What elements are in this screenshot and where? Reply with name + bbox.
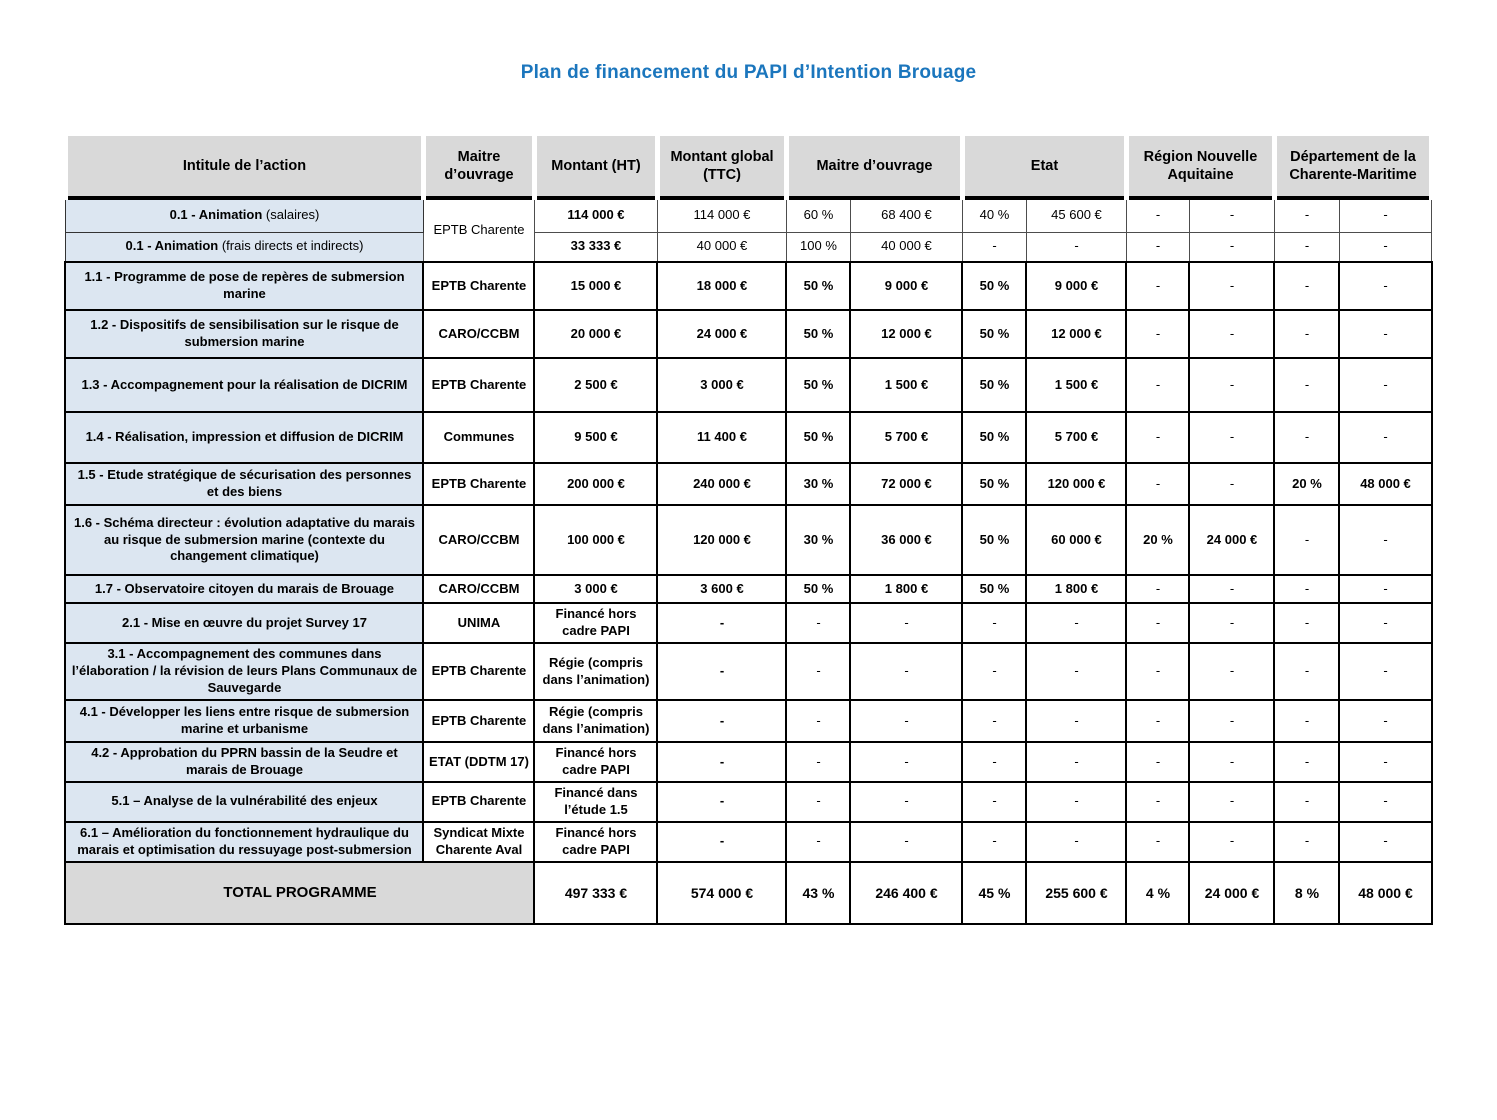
ttc-cell: 24 000 € [657, 310, 786, 358]
mo-pct-cell: - [786, 603, 850, 643]
header-row [65, 134, 1431, 199]
etat-pct-cell: - [962, 643, 1026, 700]
ht-cell: Financé dans l’étude 1.5 [534, 782, 657, 822]
maitre-ouvrage-cell: CARO/CCBM [423, 310, 534, 358]
ttc-cell: 11 400 € [657, 412, 786, 463]
mo-pct-cell: 30 % [786, 505, 850, 575]
ttc-cell: - [657, 700, 786, 742]
ttc-cell: 3 600 € [657, 575, 786, 603]
mo-pct-cell: 50 % [786, 310, 850, 358]
maitre-ouvrage-cell: CARO/CCBM [423, 505, 534, 575]
table-row [65, 643, 1431, 700]
table-header [65, 134, 1431, 199]
dep-amt-cell: - [1339, 262, 1431, 310]
reg-amt-cell: - [1189, 742, 1274, 782]
dep-amt-cell: - [1339, 700, 1431, 742]
ht-cell: Financé hors cadre PAPI [534, 742, 657, 782]
reg-amt-cell: - [1189, 700, 1274, 742]
reg-amt-cell: - [1189, 575, 1274, 603]
ht-cell: 200 000 € [534, 463, 657, 505]
ht-cell: 9 500 € [534, 412, 657, 463]
etat-amt-cell: 5 700 € [1026, 412, 1126, 463]
ht-cell: 114 000 € [534, 198, 657, 232]
action-cell: 1.6 - Schéma directeur : évolution adaptative du marais au risque de submersion marine (contexte du changement climatique) [65, 505, 423, 575]
maitre-ouvrage-cell: EPTB Charente [423, 643, 534, 700]
mo-pct-cell: 30 % [786, 463, 850, 505]
etat-amt-cell: - [1026, 822, 1126, 862]
etat-pct-cell: - [962, 232, 1026, 262]
etat-pct-cell: 50 % [962, 505, 1026, 575]
maitre-ouvrage-cell: EPTB Charente [423, 262, 534, 310]
table-row [65, 463, 1431, 505]
document-page [0, 62, 1497, 925]
etat-pct-cell: - [962, 700, 1026, 742]
etat-amt-cell: - [1026, 700, 1126, 742]
etat-amt-cell: 45 600 € [1026, 198, 1126, 232]
action-cell: 0.1 - Animation (frais directs et indirects) [65, 232, 423, 262]
dep-amt-cell: - [1339, 358, 1431, 412]
mo-amt-cell: 1 500 € [850, 358, 962, 412]
table-row [65, 232, 1431, 262]
mo-amt-cell: 1 800 € [850, 575, 962, 603]
col-header-montant-ttc: Montant global (TTC) [657, 134, 786, 199]
reg-pct-cell: - [1126, 643, 1189, 700]
dep-pct-cell: - [1274, 198, 1339, 232]
financing-table [63, 131, 1434, 925]
col-header-maitre-ouvrage-funding: Maitre d’ouvrage [786, 134, 962, 199]
action-cell: 1.3 - Accompagnement pour la réalisation de DICRIM [65, 358, 423, 412]
page-title: Plan de financement du PAPI d’Intention Brouage [520, 62, 977, 83]
etat-amt-cell: 120 000 € [1026, 463, 1126, 505]
dep-amt-cell: - [1339, 310, 1431, 358]
maitre-ouvrage-cell: UNIMA [423, 603, 534, 643]
ht-cell: 20 000 € [534, 310, 657, 358]
reg-pct-cell: - [1126, 700, 1189, 742]
mo-amt-cell: 5 700 € [850, 412, 962, 463]
maitre-ouvrage-cell: EPTB Charente [423, 463, 534, 505]
ttc-cell: 240 000 € [657, 463, 786, 505]
table-row [65, 742, 1431, 782]
action-cell: 6.1 – Amélioration du fonctionnement hydraulique du marais et optimisation du ressuyage post-submersion [65, 822, 423, 862]
etat-amt-cell: 9 000 € [1026, 262, 1126, 310]
etat-amt-cell: 12 000 € [1026, 310, 1126, 358]
reg-pct-cell: - [1126, 822, 1189, 862]
etat-pct-cell: 50 % [962, 310, 1026, 358]
reg-amt-cell: - [1189, 822, 1274, 862]
ttc-cell: 40 000 € [657, 232, 786, 262]
ttc-cell: 114 000 € [657, 198, 786, 232]
table-row [65, 262, 1431, 310]
reg-pct-cell: 4 % [1126, 862, 1189, 924]
reg-pct-cell: - [1126, 575, 1189, 603]
table-row [65, 575, 1431, 603]
mo-pct-cell: 100 % [786, 232, 850, 262]
ht-cell: Régie (compris dans l’animation) [534, 700, 657, 742]
ttc-cell: - [657, 782, 786, 822]
ttc-cell: 18 000 € [657, 262, 786, 310]
mo-pct-cell: - [786, 782, 850, 822]
reg-amt-cell: 24 000 € [1189, 505, 1274, 575]
col-header-maitre-ouvrage: Maitre d’ouvrage [423, 134, 534, 199]
mo-amt-cell: 9 000 € [850, 262, 962, 310]
ht-cell: 3 000 € [534, 575, 657, 603]
etat-pct-cell: 50 % [962, 412, 1026, 463]
mo-pct-cell: 50 % [786, 412, 850, 463]
dep-pct-cell: - [1274, 575, 1339, 603]
dep-pct-cell: 20 % [1274, 463, 1339, 505]
action-cell: 3.1 - Accompagnement des communes dans l’élaboration / la révision de leurs Plans Communaux de Sauvegarde [65, 643, 423, 700]
dep-pct-cell: - [1274, 310, 1339, 358]
etat-amt-cell: - [1026, 232, 1126, 262]
dep-pct-cell: - [1274, 505, 1339, 575]
table-row [65, 505, 1431, 575]
dep-amt-cell: 48 000 € [1339, 862, 1431, 924]
maitre-ouvrage-cell: Syndicat Mixte Charente Aval [423, 822, 534, 862]
reg-pct-cell: - [1126, 742, 1189, 782]
etat-amt-cell: 1 500 € [1026, 358, 1126, 412]
etat-pct-cell: 50 % [962, 262, 1026, 310]
dep-pct-cell: - [1274, 782, 1339, 822]
reg-amt-cell: - [1189, 643, 1274, 700]
action-cell: 1.7 - Observatoire citoyen du marais de Brouage [65, 575, 423, 603]
dep-pct-cell: - [1274, 742, 1339, 782]
ht-cell: 15 000 € [534, 262, 657, 310]
action-cell: 4.2 - Approbation du PPRN bassin de la Seudre et marais de Brouage [65, 742, 423, 782]
etat-pct-cell: - [962, 782, 1026, 822]
mo-pct-cell: - [786, 643, 850, 700]
reg-pct-cell: - [1126, 198, 1189, 232]
etat-pct-cell: 50 % [962, 463, 1026, 505]
reg-amt-cell: - [1189, 310, 1274, 358]
mo-amt-cell: 246 400 € [850, 862, 962, 924]
etat-pct-cell: 40 % [962, 198, 1026, 232]
total-label-cell: TOTAL PROGRAMME [65, 862, 534, 924]
maitre-ouvrage-cell: CARO/CCBM [423, 575, 534, 603]
col-header-montant-ht: Montant (HT) [534, 134, 657, 199]
reg-amt-cell: - [1189, 412, 1274, 463]
action-cell: 0.1 - Animation (salaires) [65, 198, 423, 232]
dep-amt-cell: - [1339, 643, 1431, 700]
reg-pct-cell: - [1126, 358, 1189, 412]
etat-amt-cell: - [1026, 782, 1126, 822]
dep-amt-cell: - [1339, 505, 1431, 575]
reg-pct-cell: - [1126, 310, 1189, 358]
mo-amt-cell: - [850, 822, 962, 862]
col-header-etat: Etat [962, 134, 1126, 199]
maitre-ouvrage-cell: ETAT (DDTM 17) [423, 742, 534, 782]
dep-pct-cell: - [1274, 262, 1339, 310]
reg-pct-cell: - [1126, 412, 1189, 463]
table-row [65, 603, 1431, 643]
etat-amt-cell: - [1026, 643, 1126, 700]
mo-pct-cell: 50 % [786, 358, 850, 412]
mo-amt-cell: - [850, 782, 962, 822]
etat-amt-cell: 255 600 € [1026, 862, 1126, 924]
action-cell: 2.1 - Mise en œuvre du projet Survey 17 [65, 603, 423, 643]
reg-pct-cell: - [1126, 262, 1189, 310]
mo-amt-cell: 36 000 € [850, 505, 962, 575]
reg-pct-cell: - [1126, 603, 1189, 643]
reg-pct-cell: - [1126, 463, 1189, 505]
mo-pct-cell: - [786, 700, 850, 742]
etat-amt-cell: 1 800 € [1026, 575, 1126, 603]
dep-amt-cell: - [1339, 412, 1431, 463]
table-row [65, 412, 1431, 463]
action-cell: 5.1 – Analyse de la vulnérabilité des enjeux [65, 782, 423, 822]
mo-pct-cell: 50 % [786, 262, 850, 310]
mo-amt-cell: 12 000 € [850, 310, 962, 358]
ht-cell: Financé hors cadre PAPI [534, 603, 657, 643]
mo-amt-cell: 68 400 € [850, 198, 962, 232]
ttc-cell: 120 000 € [657, 505, 786, 575]
action-cell: 1.2 - Dispositifs de sensibilisation sur le risque de submersion marine [65, 310, 423, 358]
dep-amt-cell: - [1339, 198, 1431, 232]
reg-amt-cell: - [1189, 198, 1274, 232]
etat-amt-cell: 60 000 € [1026, 505, 1126, 575]
ht-cell: 2 500 € [534, 358, 657, 412]
etat-pct-cell: - [962, 742, 1026, 782]
dep-pct-cell: - [1274, 700, 1339, 742]
mo-pct-cell: - [786, 822, 850, 862]
maitre-ouvrage-cell: EPTB Charente [423, 782, 534, 822]
action-cell: 1.1 - Programme de pose de repères de submersion marine [65, 262, 423, 310]
dep-amt-cell: - [1339, 782, 1431, 822]
dep-amt-cell: - [1339, 575, 1431, 603]
dep-pct-cell: - [1274, 643, 1339, 700]
etat-pct-cell: - [962, 603, 1026, 643]
table-row [65, 782, 1431, 822]
etat-amt-cell: - [1026, 603, 1126, 643]
reg-amt-cell: - [1189, 232, 1274, 262]
mo-amt-cell: - [850, 700, 962, 742]
total-row [65, 862, 1431, 924]
ttc-cell: - [657, 603, 786, 643]
dep-amt-cell: 48 000 € [1339, 463, 1431, 505]
reg-amt-cell: - [1189, 782, 1274, 822]
etat-pct-cell: 50 % [962, 575, 1026, 603]
mo-amt-cell: - [850, 603, 962, 643]
reg-amt-cell: - [1189, 358, 1274, 412]
reg-amt-cell: - [1189, 262, 1274, 310]
reg-amt-cell: - [1189, 603, 1274, 643]
ttc-cell: - [657, 822, 786, 862]
ttc-cell: - [657, 643, 786, 700]
dep-amt-cell: - [1339, 742, 1431, 782]
dep-amt-cell: - [1339, 232, 1431, 262]
maitre-ouvrage-cell: EPTB Charente [423, 358, 534, 412]
reg-amt-cell: 24 000 € [1189, 862, 1274, 924]
dep-pct-cell: - [1274, 232, 1339, 262]
ht-cell: 497 333 € [534, 862, 657, 924]
mo-amt-cell: - [850, 742, 962, 782]
table-row [65, 198, 1431, 232]
ttc-cell: - [657, 742, 786, 782]
etat-amt-cell: - [1026, 742, 1126, 782]
mo-pct-cell: 50 % [786, 575, 850, 603]
table-row [65, 822, 1431, 862]
ttc-cell: 3 000 € [657, 358, 786, 412]
action-cell: 1.5 - Etude stratégique de sécurisation des personnes et des biens [65, 463, 423, 505]
dep-pct-cell: - [1274, 412, 1339, 463]
mo-pct-cell: 60 % [786, 198, 850, 232]
reg-pct-cell: - [1126, 232, 1189, 262]
dep-pct-cell: - [1274, 358, 1339, 412]
col-header-departement: Département de la Charente-Maritime [1274, 134, 1431, 199]
reg-pct-cell: - [1126, 782, 1189, 822]
action-cell: 4.1 - Développer les liens entre risque de submersion marine et urbanisme [65, 700, 423, 742]
table-row [65, 358, 1431, 412]
reg-pct-cell: 20 % [1126, 505, 1189, 575]
col-header-action: Intitule de l’action [65, 134, 423, 199]
ht-cell: 100 000 € [534, 505, 657, 575]
mo-amt-cell: 72 000 € [850, 463, 962, 505]
dep-pct-cell: 8 % [1274, 862, 1339, 924]
dep-amt-cell: - [1339, 822, 1431, 862]
ht-cell: Régie (compris dans l’animation) [534, 643, 657, 700]
action-cell: 1.4 - Réalisation, impression et diffusion de DICRIM [65, 412, 423, 463]
ttc-cell: 574 000 € [657, 862, 786, 924]
etat-pct-cell: 45 % [962, 862, 1026, 924]
dep-pct-cell: - [1274, 822, 1339, 862]
table-row [65, 700, 1431, 742]
reg-amt-cell: - [1189, 463, 1274, 505]
maitre-ouvrage-cell: EPTB Charente [423, 198, 534, 262]
mo-amt-cell: - [850, 643, 962, 700]
mo-amt-cell: 40 000 € [850, 232, 962, 262]
col-header-region: Région Nouvelle Aquitaine [1126, 134, 1274, 199]
maitre-ouvrage-cell: EPTB Charente [423, 700, 534, 742]
ht-cell: 33 333 € [534, 232, 657, 262]
dep-pct-cell: - [1274, 603, 1339, 643]
mo-pct-cell: 43 % [786, 862, 850, 924]
ht-cell: Financé hors cadre PAPI [534, 822, 657, 862]
dep-amt-cell: - [1339, 603, 1431, 643]
mo-pct-cell: - [786, 742, 850, 782]
etat-pct-cell: 50 % [962, 358, 1026, 412]
etat-pct-cell: - [962, 822, 1026, 862]
maitre-ouvrage-cell: Communes [423, 412, 534, 463]
table-row [65, 310, 1431, 358]
